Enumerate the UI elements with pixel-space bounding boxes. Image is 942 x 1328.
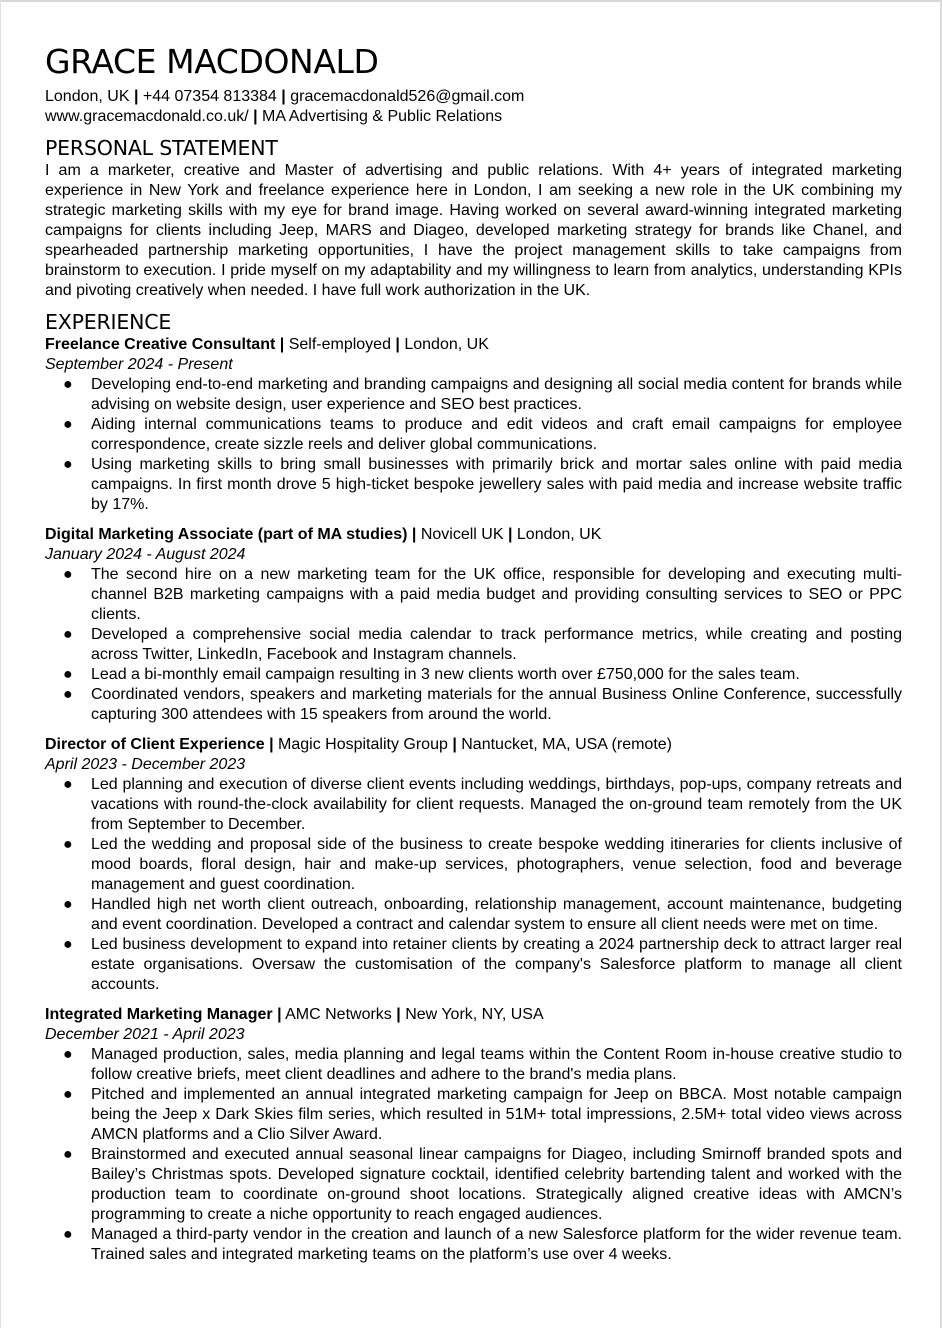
bullet-text: Aiding internal communications teams to produce and edit videos and craft email campaigns for employee correspondence, create sizzle reels and deliver global communications. [91,416,902,453]
separator: | [281,88,286,105]
separator: | [277,1006,282,1023]
bullet-icon: ● [63,1086,73,1103]
job-title: Freelance Creative Consultant [45,336,276,353]
bullet-item [45,895,902,935]
job-bullets [45,1045,902,1265]
bullet-text: Led business development to expand into retainer clients by creating a 2024 partnership deck to attract larger real estate organisations. Oversaw the customisation of the company's Salesforce platform to manage all client accounts. [91,936,902,993]
bullet-text: Coordinated vendors, speakers and marketing materials for the annual Business Online Conference, successfully capturing 300 attendees with 15 speakers from around the world. [91,686,902,723]
separator: | [411,526,417,543]
phone: +44 07354 813384 [142,88,277,105]
bullet-item [45,1145,902,1225]
job-company: Self-employed [288,336,391,353]
bullet-item [45,1085,902,1145]
bullet-text: The second hire on a new marketing team for the UK office, responsible for developing and executing multi-channel B2B marketing campaigns with a paid media budget and providing consulting services to SEO or PPC clients. [91,566,902,623]
job-dates: September 2024 - Present [45,356,233,373]
contact-line-1 [45,87,902,107]
website-link[interactable]: www.gracemacdonald.co.uk/ [45,108,249,125]
job-location: Nantucket, MA, USA (remote) [461,736,672,753]
experience-heading: EXPERIENCE [45,310,172,334]
job-bullets [45,375,902,515]
job-dates: January 2024 - August 2024 [45,546,246,563]
job-location: New York, NY, USA [405,1006,544,1023]
bullet-icon: ● [63,836,73,853]
bullet-text: Developed a comprehensive social media calendar to track performance metrics, while creating and posting across Twitter, LinkedIn, Facebook and Instagram channels. [91,626,902,663]
personal-statement-heading: PERSONAL STATEMENT [45,136,278,160]
job-header [45,1005,902,1025]
bullet-item [45,775,902,835]
separator: | [133,88,139,105]
bullet-icon: ● [63,666,73,683]
bullet-text: Managed production, sales, media planning and legal teams within the Content Room in-house creative studio to follow creative briefs, meet client deadlines and adhere to the brand's media plans. [91,1046,902,1083]
bullet-item [45,625,902,665]
bullet-text: Managed a third-party vendor in the creation and launch of a new Salesforce platform for the wider revenue team. Trained sales and integrated marketing teams on the platform’s use over 4 weeks. [91,1226,902,1263]
separator: | [452,736,457,753]
bullet-item [45,565,902,625]
page-left-edge [0,0,1,1328]
bullet-text: Led planning and execution of diverse client events including weddings, birthdays, pop-ups, company retreats and vacations with round-the-clock availability for client requests. Managed the on-ground team remotely from the UK from September to December. [91,776,902,833]
separator: | [507,526,513,543]
bullet-text: Pitched and implemented an annual integrated marketing campaign for Jeep on BBCA. Most notable campaign being the Jeep x Dark Skies film series, which resulted in 51M+ total impressions, 2.5M+ total video views across AMCN platforms and a Clio Silver Award. [91,1086,902,1143]
bullet-icon: ● [63,626,73,643]
bullet-icon: ● [63,566,73,583]
job-location: London, UK [404,336,489,353]
bullet-item [45,935,902,995]
bullet-item [45,665,902,685]
bullet-icon: ● [63,416,73,433]
separator: | [253,108,258,125]
bullet-icon: ● [63,896,73,913]
bullet-item [45,455,902,515]
bullet-icon: ● [63,936,73,953]
bullet-item [45,835,902,895]
job-header [45,735,902,755]
bullet-text: Using marketing skills to bring small businesses with primarily brick and mortar sales online with paid media campaigns. In first month drove 5 high-ticket bespoke jewellery sales with paid media and increase website traffic by 17%. [91,456,902,513]
job-title: Digital Marketing Associate (part of MA studies) [45,526,408,543]
bullet-item [45,685,902,725]
job-company: Novicell UK [420,526,504,543]
separator: | [279,336,285,353]
job-bullets [45,775,902,995]
job-entry [45,335,902,515]
bullet-item [45,1045,902,1085]
separator: | [269,736,274,753]
bullet-item [45,415,902,455]
job-bullets [45,565,902,725]
job-header [45,335,902,355]
bullet-icon: ● [63,456,73,473]
page-top-edge [0,0,942,2]
bullet-icon: ● [63,1046,73,1063]
job-entry [45,1005,902,1265]
separator: | [395,336,400,353]
candidate-name: GRACE MACDONALD [45,42,379,81]
job-dates: December 2021 - April 2023 [45,1026,245,1043]
resume-content [45,40,902,1265]
bullet-text: Led the wedding and proposal side of the business to create bespoke wedding itineraries for clients inclusive of mood boards, floral design, hair and make-up services, photographers, venue selection, food and beverage management and guest coordination. [91,836,902,893]
bullet-text: Lead a bi-monthly email campaign resulting in 3 new clients worth over £750,000 for the sales team. [91,666,800,683]
degree: MA Advertising & Public Relations [262,108,503,125]
bullet-text: Brainstormed and executed annual seasonal linear campaigns for Diageo, including Smirnoff branded spots and Bailey’s Christmas spots. Developed signature cocktail, identified celebrity bartending talent and worked with the production team to coordinate on-ground shoot locations. Strategically aligned creative ideas with AMCN’s programming to create a niche opportunity to reach engaged audiences. [91,1146,902,1223]
bullet-text: Handled high net worth client outreach, onboarding, relationship management, account maintenance, budgeting and event coordination. Developed a contract and calendar system to ensure all client needs were met on time. [91,896,902,933]
job-location: London, UK [516,526,602,543]
job-company: Magic Hospitality Group [278,736,448,753]
bullet-icon: ● [63,776,73,793]
email[interactable]: gracemacdonald526@gmail.com [290,88,525,105]
personal-statement-text: I am a marketer, creative and Master of advertising and public relations. With 4+ years of integrated marketing experience in New York and freelance experience here in London, I am seeking a new role in the UK combining my strategic marketing skills with my eye for brand image. Having worked on several award-winning integrated marketing campaigns for clients including Jeep, MARS and Diageo, developed marketing strategy for brands like Chanel, and spearheaded partnership marketing opportunities, I have the project management skills to take campaigns from brainstorm to execution. I pride myself on my adaptability and my willingness to learn from analytics, understanding KPIs and pivoting creatively when needed. I have full work authorization in the UK. [45,162,902,299]
job-entry [45,525,902,725]
job-title: Director of Client Experience [45,736,265,753]
job-entry [45,735,902,995]
experience-list [45,335,902,1265]
bullet-icon: ● [63,1146,73,1163]
job-company: AMC Networks [285,1006,392,1023]
bullet-item [45,1225,902,1265]
bullet-icon: ● [63,1226,73,1243]
separator: | [396,1006,401,1023]
job-dates: April 2023 - December 2023 [45,756,246,773]
contact-line-2 [45,107,902,127]
job-title: Integrated Marketing Manager [45,1006,273,1023]
job-header [45,525,902,545]
bullet-text: Developing end-to-end marketing and branding campaigns and designing all social media content for brands while advising on website design, user experience and SEO best practices. [91,376,902,413]
bullet-icon: ● [63,376,73,393]
location: London, UK [45,88,130,105]
bullet-item [45,375,902,415]
bullet-icon: ● [63,686,73,703]
